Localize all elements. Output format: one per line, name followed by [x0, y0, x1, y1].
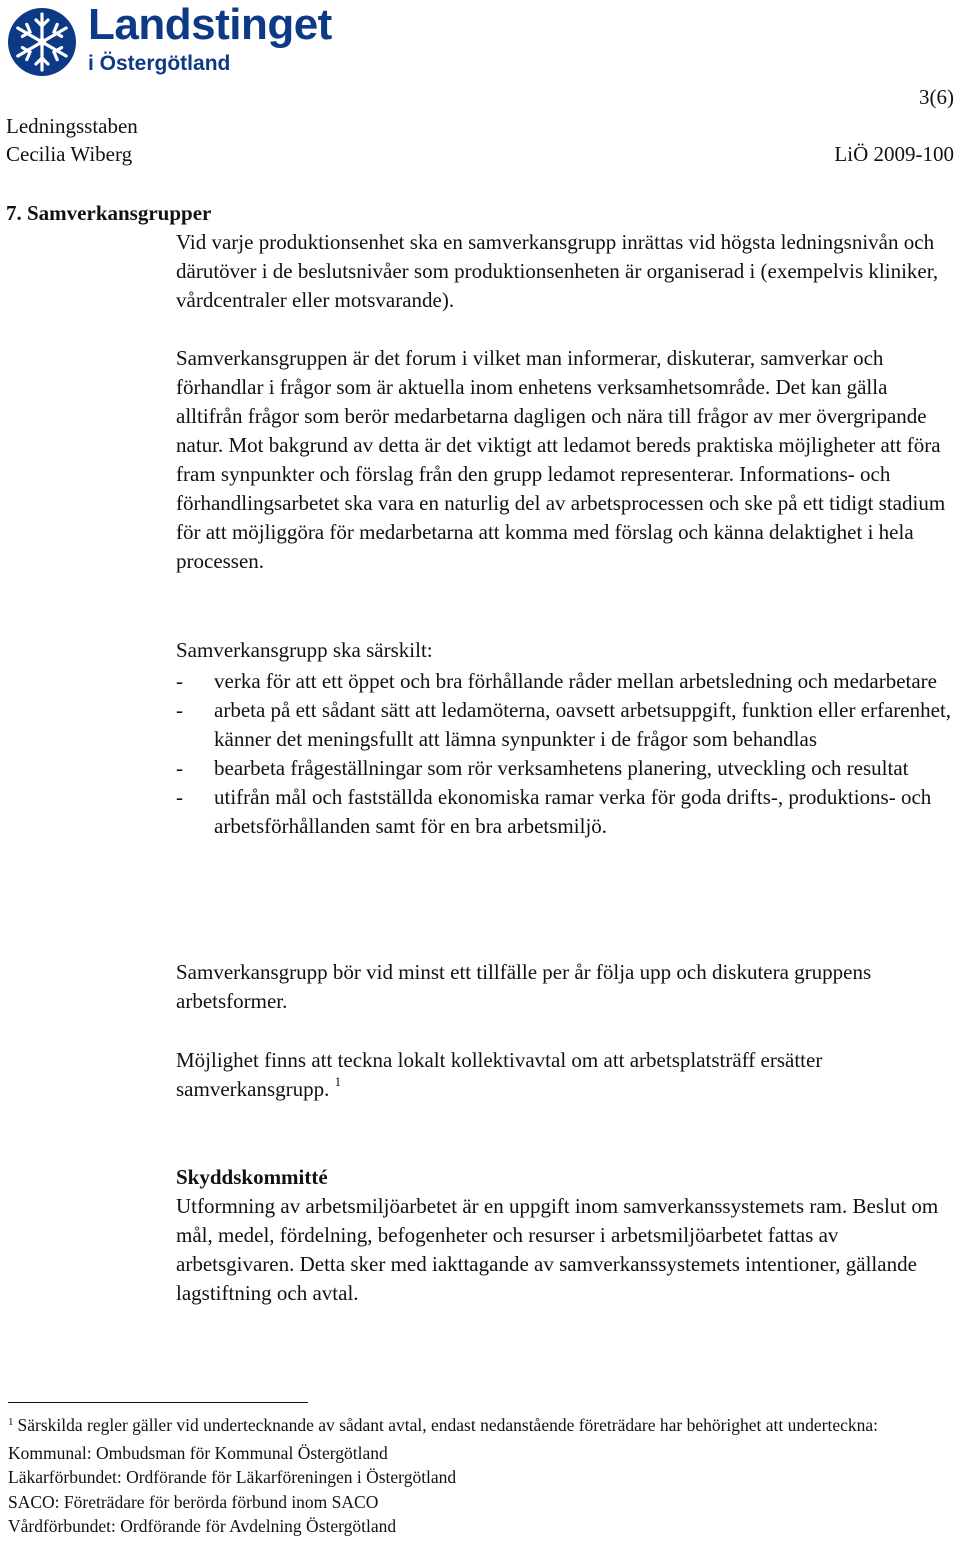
agreement-paragraph: Möjlighet finns att teckna lokalt kollektivavtal om att arbetsplatsträff ersätter samverkansgrupp. $^1$ [176, 1048, 823, 1101]
logo-title: Landstinget [88, 0, 332, 49]
snowflake-emblem-icon [6, 6, 78, 78]
footnote-line: Vårdförbundet: Ordförande för Avdelning Östergötland [8, 1516, 397, 1536]
followup-paragraph: Samverkansgrupp bör vid minst ett tillfälle per år följa upp och diskutera gruppens arbetsformer. [176, 960, 872, 1013]
footnote-ref: 1 [334, 1074, 342, 1089]
list-intro: Samverkansgrupp ska särskilt: [176, 638, 433, 662]
bullet-dash: - [176, 669, 183, 693]
bullet-list [176, 667, 958, 841]
list-item: - verka för att ett öppet och bra förhållande råder mellan arbetsledning och medarbetare [176, 667, 958, 696]
list-item: - bearbeta frågeställningar som rör verksamhetens planering, utveckling och resultat [176, 754, 958, 783]
section-intro [176, 228, 958, 315]
footnote-line: SACO: Företrädare för berörda förbund inom SACO [8, 1491, 379, 1512]
skyddskommitte-section [176, 1163, 958, 1308]
footnote-line: Läkarförbundet: Ordförande för Läkarföreningen i Östergötland [8, 1467, 457, 1487]
header-department: Ledningsstaben [6, 114, 138, 138]
header-reference: LiÖ 2009-100 [834, 142, 954, 166]
header-author: Cecilia Wiberg [6, 142, 133, 166]
bullet-dash: - [176, 756, 183, 780]
footnote-divider [8, 1402, 308, 1403]
bullet-dash: - [176, 698, 183, 722]
page-number: 3(6) [919, 85, 954, 109]
paragraph: Vid varje produktionsenhet ska en samverkansgrupp inrättas vid högsta ledningsnivån och därutöver i de beslutsnivåer som produktionsenheten är organiserad i (exempelvis kliniker, vårdcentraler eller motsvarande). [176, 230, 939, 312]
logo-subtitle: i Östergötland [88, 52, 231, 75]
footnote-line: Kommunal: Ombudsman för Kommunal Östergötland [8, 1442, 388, 1463]
paragraph: Samverkansgruppen är det forum i vilket man informerar, diskuterar, samverkar och förhandlar i frågor som är aktuella inom enhetens verksamhetsområde. Det kan gälla alltifrån frågor som berör medarbetarna dagligen och nära till frågor av mer övergripande natur. Mot bakgrund av detta är det viktigt att ledamot bereds praktiska möjligheter att föra fram synpunkter och förslag från den grupp ledamot representerar. Informations- och förhandlingsarbetet ska vara en naturlig del av arbetsprocessen och ske på ett tidigt stadium för att möjliggöra för medarbetarna att komma med förslag och känna delaktighet i hela processen. [176, 346, 946, 573]
subsection-heading: Skyddskommitté [176, 1165, 328, 1189]
paragraph: Utformning av arbetsmiljöarbetet är en uppgift inom samverkanssystemets ram. Beslut om mål, medel, fördelning, befogenheter och resurser i arbetsmiljöarbetet fattas av arbetsgivaren. Detta sker med iakttagande av samverkanssystemets intentioner, gällande lagstiftning och avtal. [176, 1194, 939, 1305]
footnote: $^1$ Särskilda regler gäller vid undertecknande av sådant avtal, endast nedanstående företrädare har behörighet att underteckna: Kommunal: Ombudsman för Kommunal Östergötland Läkarförbundet: Ordförande för Läkarföreningen i Östergötland SACO: Företrädare för berörda förbund inom SACO Vårdförbundet: Ordförande för Avdelning Östergötland [8, 1413, 953, 1539]
bullet-dash: - [176, 785, 183, 809]
footnote-mark: 1 [8, 1416, 14, 1428]
landstinget-logo [6, 0, 336, 82]
list-item: - utifrån mål och fastställda ekonomiska ramar verka för goda drifts-, produktions- och arbetsförhållanden samt för en bra arbetsmiljö. [176, 785, 932, 838]
section-body [176, 344, 958, 576]
section-heading: 7. Samverkansgrupper [6, 201, 212, 225]
list-item: - arbeta på ett sådant sätt att ledamöterna, oavsett arbetsuppgift, funktion eller erfarenhet, känner det meningsfullt att lämna synpunkter i de frågor som behandlas [176, 698, 952, 751]
